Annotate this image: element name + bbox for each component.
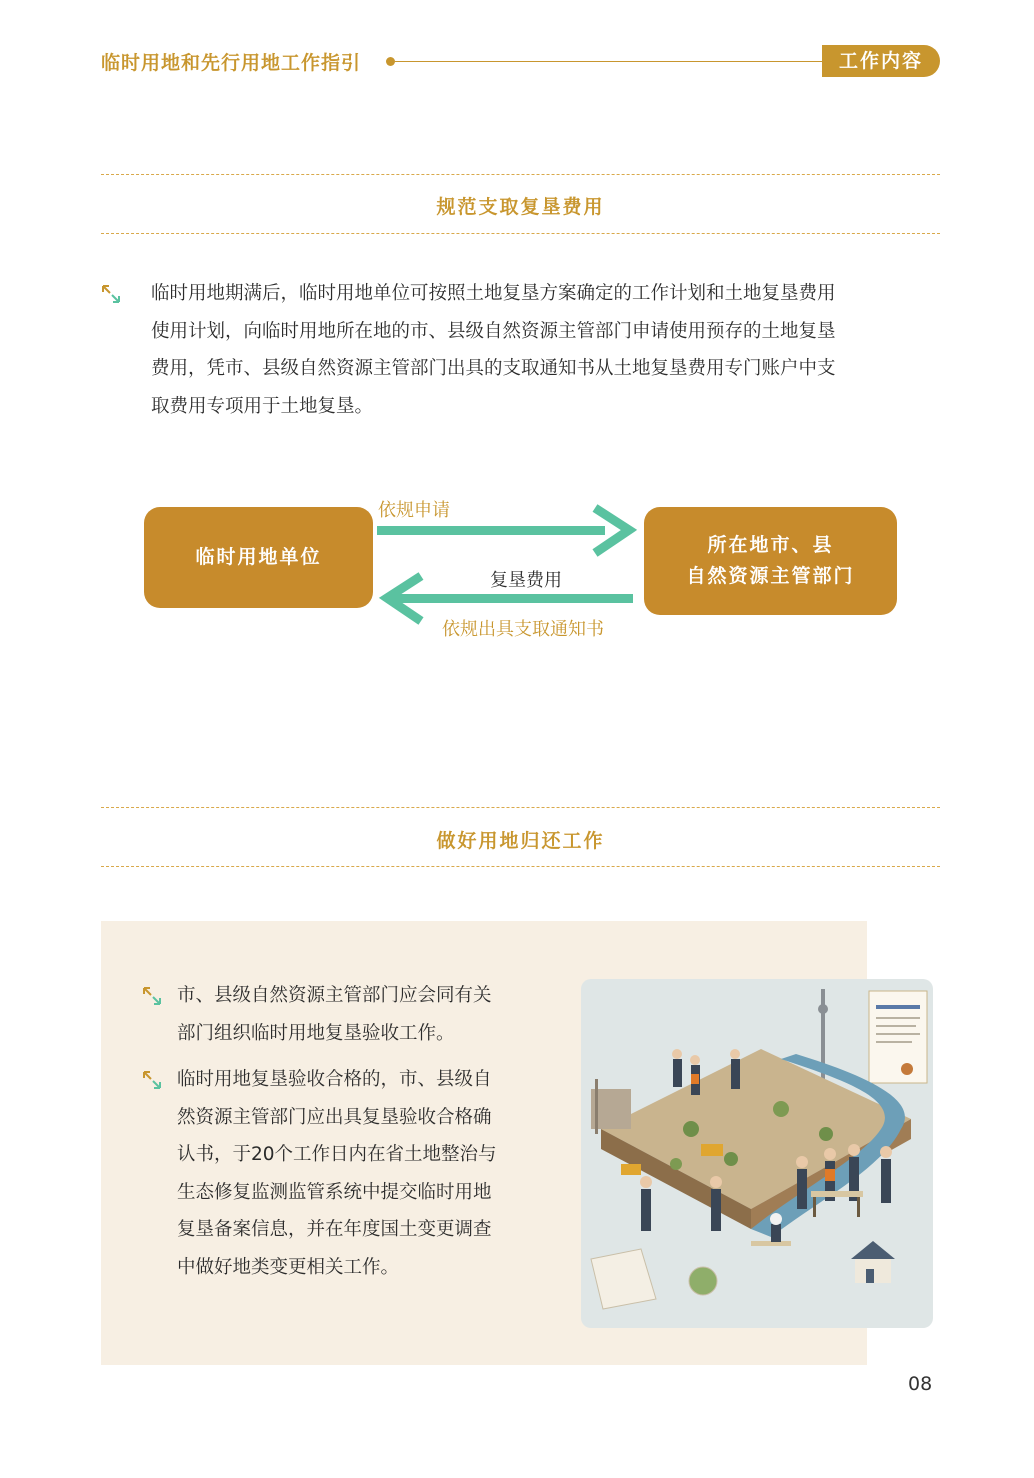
text-line: 市、县级自然资源主管部门应会同有关	[177, 985, 492, 1006]
divider	[101, 174, 940, 175]
header-dot	[386, 57, 395, 66]
notice-label: 依规出具支取通知书	[442, 619, 604, 640]
divider	[101, 233, 940, 234]
text-line: 费用，凭市、县级自然资源主管部门出具的支取通知书从土地复垦费用专门账户中支	[151, 358, 836, 379]
divider	[101, 807, 940, 808]
authority-box	[644, 507, 897, 615]
text-line: 使用计划，向临时用地所在地的市、县级自然资源主管部门申请使用预存的土地复垦	[151, 320, 836, 342]
text-line: 然资源主管部门应出具复垦验收合格确	[177, 1106, 492, 1128]
section-title-fees: 规范支取复垦费用	[436, 196, 605, 218]
box-label: 所在地市、县	[707, 534, 834, 556]
expand-arrows-icon	[142, 986, 162, 1006]
text-line: 生态修复监测监管系统中提交临时用地	[177, 1181, 492, 1203]
bullet-record	[177, 1061, 497, 1286]
paragraph-fees	[151, 275, 836, 425]
section-badge: 工作内容	[822, 45, 940, 77]
text-line: 复垦备案信息，并在年度国土变更调查	[177, 1219, 492, 1240]
box-label: 自然资源主管部门	[686, 565, 855, 587]
text-line: 取费用专项用于土地复垦。	[151, 395, 374, 417]
box-label: 临时用地单位	[195, 546, 322, 568]
expand-arrows-icon	[101, 284, 121, 304]
text-line: 临时用地期满后，临时用地单位可按照土地复垦方案确定的工作计划和土地复垦费用	[151, 283, 836, 304]
page-number: 08	[908, 1373, 933, 1395]
text-line: 部门组织临时用地复垦验收工作。	[177, 1022, 455, 1044]
apply-label: 依规申请	[378, 500, 450, 521]
header-rule	[395, 61, 825, 62]
bullet-acceptance	[177, 977, 492, 1052]
document-title: 临时用地和先行用地工作指引	[101, 52, 362, 74]
text-line: 临时用地复垦验收合格的，市、县级自	[177, 1069, 492, 1090]
divider	[101, 866, 940, 867]
text-line: 认书，于20个工作日内在省土地整治与	[177, 1144, 497, 1165]
temporary-land-unit-box	[144, 507, 373, 608]
text-line: 中做好地类变更相关工作。	[177, 1256, 400, 1278]
fee-label: 复垦费用	[490, 570, 562, 591]
land-reclamation-illustration	[581, 979, 933, 1328]
section-title-return: 做好用地归还工作	[436, 830, 605, 852]
expand-arrows-icon	[142, 1070, 162, 1090]
